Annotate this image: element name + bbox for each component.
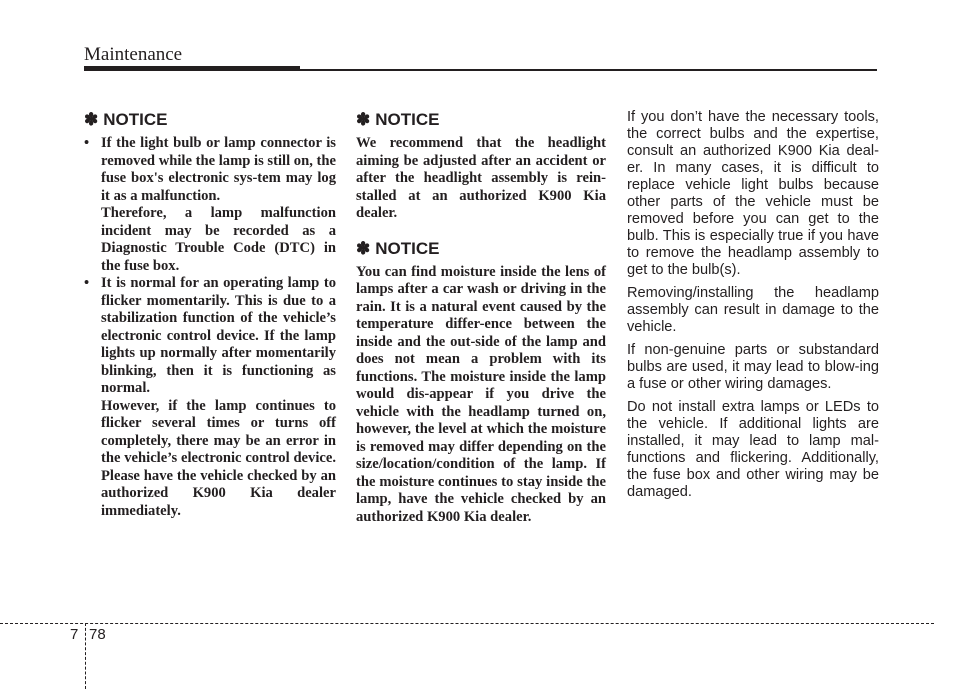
header-rule-thin — [300, 69, 877, 71]
body-paragraph: Removing/installing the headlamp assembly can result in damage to the vehicle. — [627, 285, 879, 335]
bullet-paragraph: It is normal for an operating lamp to flicker momentarily. This is due to a stabilization function of the vehicle’s electronic control device. If the lamp lights up normally after momentarily blinking, then it is functioning as normal. — [101, 275, 336, 396]
list-item — [84, 275, 336, 520]
page-number: 78 — [89, 626, 106, 643]
chapter-number: 7 — [70, 626, 79, 643]
notice-title: NOTICE — [103, 110, 168, 129]
bullet-paragraph: However, if the lamp continues to flicker several times or turns off completely, there may be an error in the vehicle’s electronic control device. Please have the vehicle checked by an authorized K900 Kia dealer immediately. — [101, 397, 336, 519]
notice-heading — [356, 237, 606, 261]
notice-text: We recommend that the headlight aiming be adjusted after an accident or after the headlight assembly is rein-stalled at an authorized K900 Kia dealer. — [356, 135, 606, 221]
body-paragraph: Do not install extra lamps or LEDs to the vehicle. If additional lights are installed, it may lead to lamp mal-functions and flickering. Additionally, the fuse box and other wiring may be damaged. — [627, 399, 879, 500]
body-paragraph: If you don’t have the necessary tools, the correct bulbs and the expertise, consult an authorized K900 Kia deal-er. In many cases, it is difficult to replace vehicle light bulbs because other parts of the vehicle must be removed before you can get to the bulb. This is especially true if you have to remove the headlamp assembly to get to the bulb(s). — [627, 109, 879, 278]
notice-bullet-list — [84, 135, 336, 520]
notice-heading — [356, 108, 606, 132]
list-item — [84, 135, 336, 275]
footer-divider — [0, 623, 934, 624]
bullet-paragraph: If the light bulb or lamp connector is removed while the lamp is still on, the fuse box's electronic sys-tem may log it as a malfunction. — [101, 135, 336, 204]
bullet-paragraph: Therefore, a lamp malfunction incident may be recorded as a Diagnostic Trouble Code (DTC) in the fuse box. — [101, 205, 336, 274]
notice-title: NOTICE — [375, 238, 440, 258]
header-rule-thick — [84, 66, 300, 71]
body-paragraph: If non-genuine parts or substandard bulbs are used, it may lead to blow-ing a fuse or other wiring damages. — [627, 342, 879, 392]
footer-page-separator — [85, 623, 86, 689]
bullet-icon: • — [84, 135, 90, 151]
notice-star-icon: ✽ — [356, 110, 371, 129]
section-title: Maintenance — [84, 44, 183, 65]
notice-title: NOTICE — [375, 110, 440, 129]
column-middle — [356, 108, 606, 526]
column-right — [627, 109, 879, 507]
notice-text: You can find moisture inside the lens of lamps after a car wash or driving in the rain. It is a natural event caused by the temperature differ-ence between the inside and the out-side of the lamp and does not mean a problem with its functions. The moisture inside the lamp would dis-appear if you drive the vehicle with the headlamp turned on, however, the level at which the moisture is removed may differ depending on the size/location/condition of the lamp. If the moisture continues to stay inside the lamp, have the vehicle checked by an authorized K900 Kia dealer. — [356, 263, 606, 525]
bullet-icon: • — [84, 275, 90, 291]
column-left — [84, 108, 336, 520]
notice-star-icon: ✽ — [356, 238, 371, 258]
notice-star-icon: ✽ — [84, 110, 99, 129]
notice-heading — [84, 108, 336, 132]
